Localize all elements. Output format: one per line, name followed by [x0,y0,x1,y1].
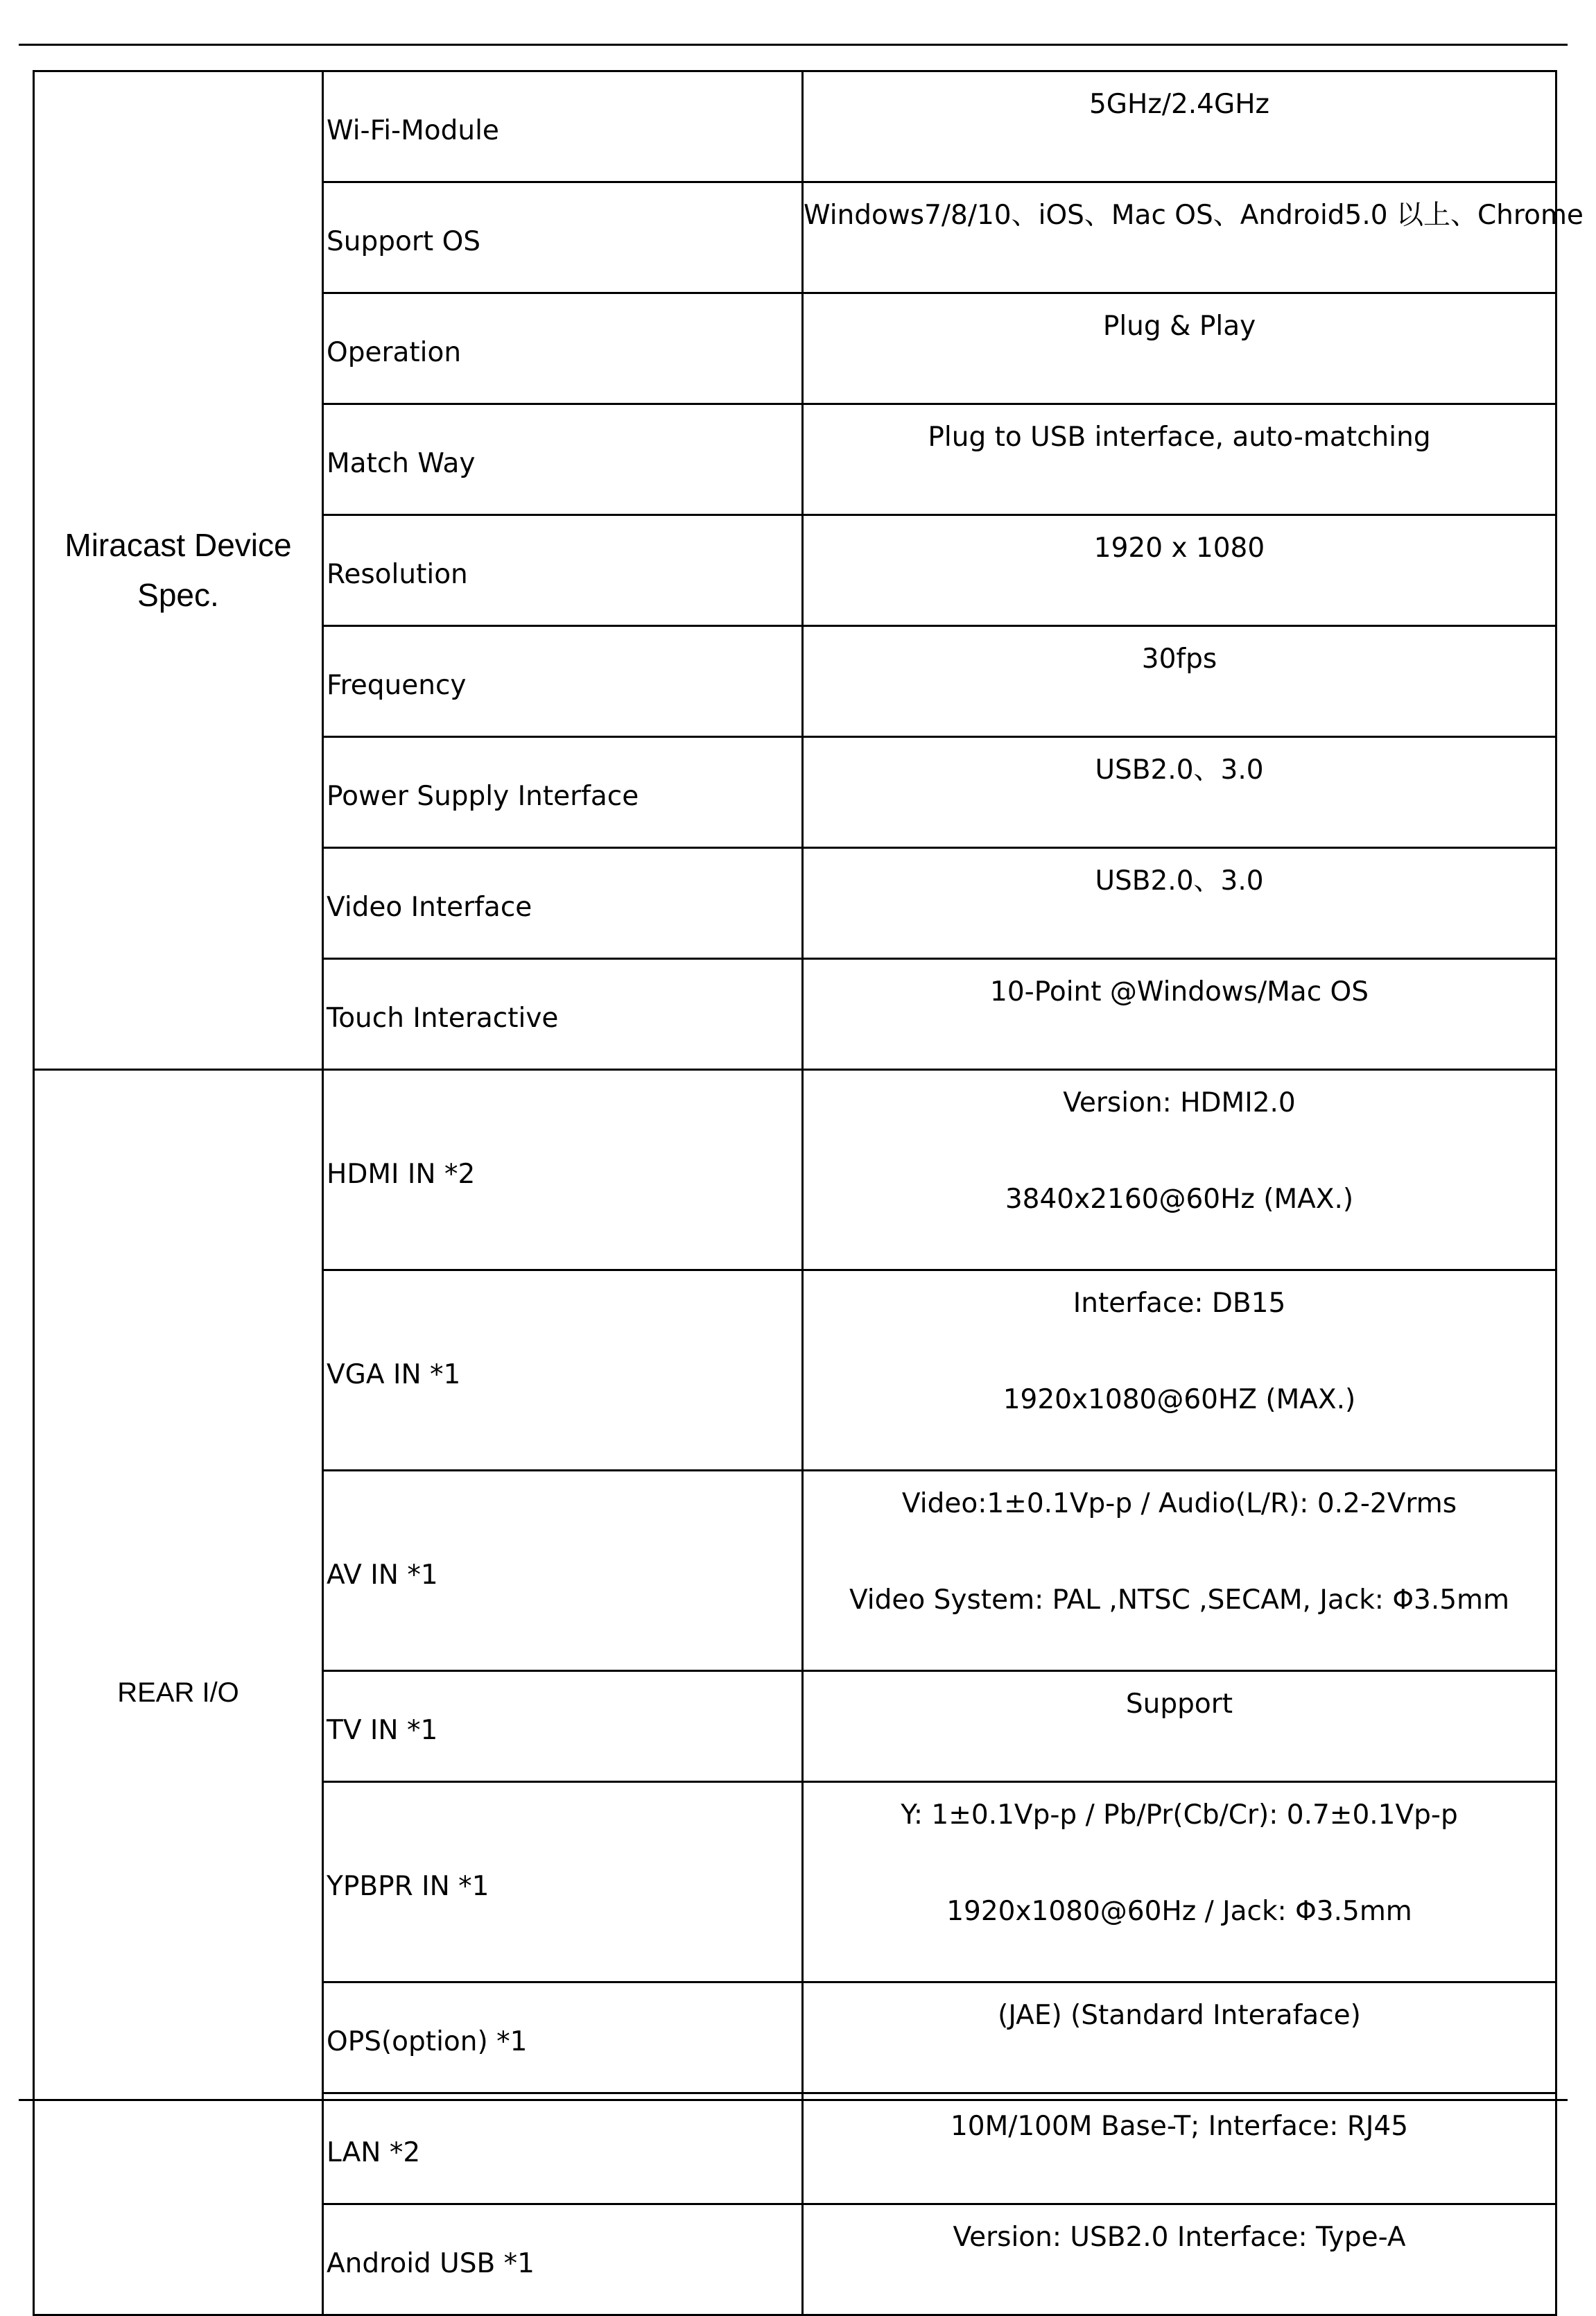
spec-label: Power Supply Interface [323,737,803,848]
spec-value: 30fps [803,626,1556,737]
spec-value: Plug to USB interface, auto-matching [803,404,1556,515]
spec-value-line: Video System: PAL ,NTSC ,SECAM, Jack: Φ3.5mm [849,1584,1510,1616]
spec-label: LAN *2 [323,2093,803,2204]
spec-value [803,1782,1556,1982]
spec-value-line: Y: 1±0.1Vp-p / Pb/Pr(Cb/Cr): 0.7±0.1Vp-p [901,1799,1458,1831]
spec-label: Video Interface [323,848,803,959]
spec-value [803,1070,1556,1270]
top-rule [19,44,1568,46]
spec-value-line: 10M/100M Base-T; Interface: RJ45 [950,2111,1409,2142]
spec-value: Plug & Play [803,293,1556,404]
spec-value-line: Video:1±0.1Vp-p / Audio(L/R): 0.2-2Vrms [901,1488,1457,1519]
spec-value-line: 3840x2160@60Hz (MAX.) [1005,1183,1354,1215]
table-row [34,1070,1556,1270]
spec-label: HDMI IN *2 [323,1070,803,1270]
spec-value-line: Support [1125,1688,1233,1720]
spec-value: 1920 x 1080 [803,515,1556,626]
spec-value: USB2.0、3.0 [803,737,1556,848]
spec-value: USB2.0、3.0 [803,848,1556,959]
spec-value: Windows7/8/10、iOS、Mac OS、Android5.0 以上、Chrome [803,182,1556,293]
spec-value-line: Version: HDMI2.0 [1063,1087,1296,1118]
spec-value-line: (JAE) (Standard Interaface) [998,2000,1361,2031]
spec-value-line: 1920x1080@60Hz / Jack: Φ3.5mm [946,1895,1412,1927]
spec-label: AV IN *1 [323,1471,803,1671]
section-title-rear-io: REAR I/O [34,1070,323,2315]
spec-value: 10-Point @Windows/Mac OS [803,959,1556,1070]
spec-label: Frequency [323,626,803,737]
spec-value [803,2204,1556,2315]
spec-label: Operation [323,293,803,404]
spec-value [803,1671,1556,1782]
spec-label: YPBPR IN *1 [323,1782,803,1982]
spec-value-line: Version: USB2.0 Interface: Type-A [953,2222,1406,2253]
spec-value: 5GHz/2.4GHz [803,71,1556,182]
section-title-miracast: Miracast Device Spec. [34,71,323,1070]
spec-label: VGA IN *1 [323,1270,803,1471]
spec-label: Wi-Fi-Module [323,71,803,182]
spec-value [803,1270,1556,1471]
spec-label: Resolution [323,515,803,626]
spec-table [33,70,1584,2316]
spec-label: Match Way [323,404,803,515]
spec-label: Android USB *1 [323,2204,803,2315]
spec-label: Touch Interactive [323,959,803,1070]
spec-label: OPS(option) *1 [323,1982,803,2093]
spec-label: TV IN *1 [323,1671,803,1782]
spec-label: Support OS [323,182,803,293]
bottom-rule [19,2099,1568,2101]
spec-value [803,1471,1556,1671]
spec-value-line: Interface: DB15 [1073,1288,1286,1319]
table-row [34,71,1556,182]
spec-value-line: 1920x1080@60HZ (MAX.) [1003,1383,1356,1415]
spec-value [803,2093,1556,2204]
spec-value [803,1982,1556,2093]
